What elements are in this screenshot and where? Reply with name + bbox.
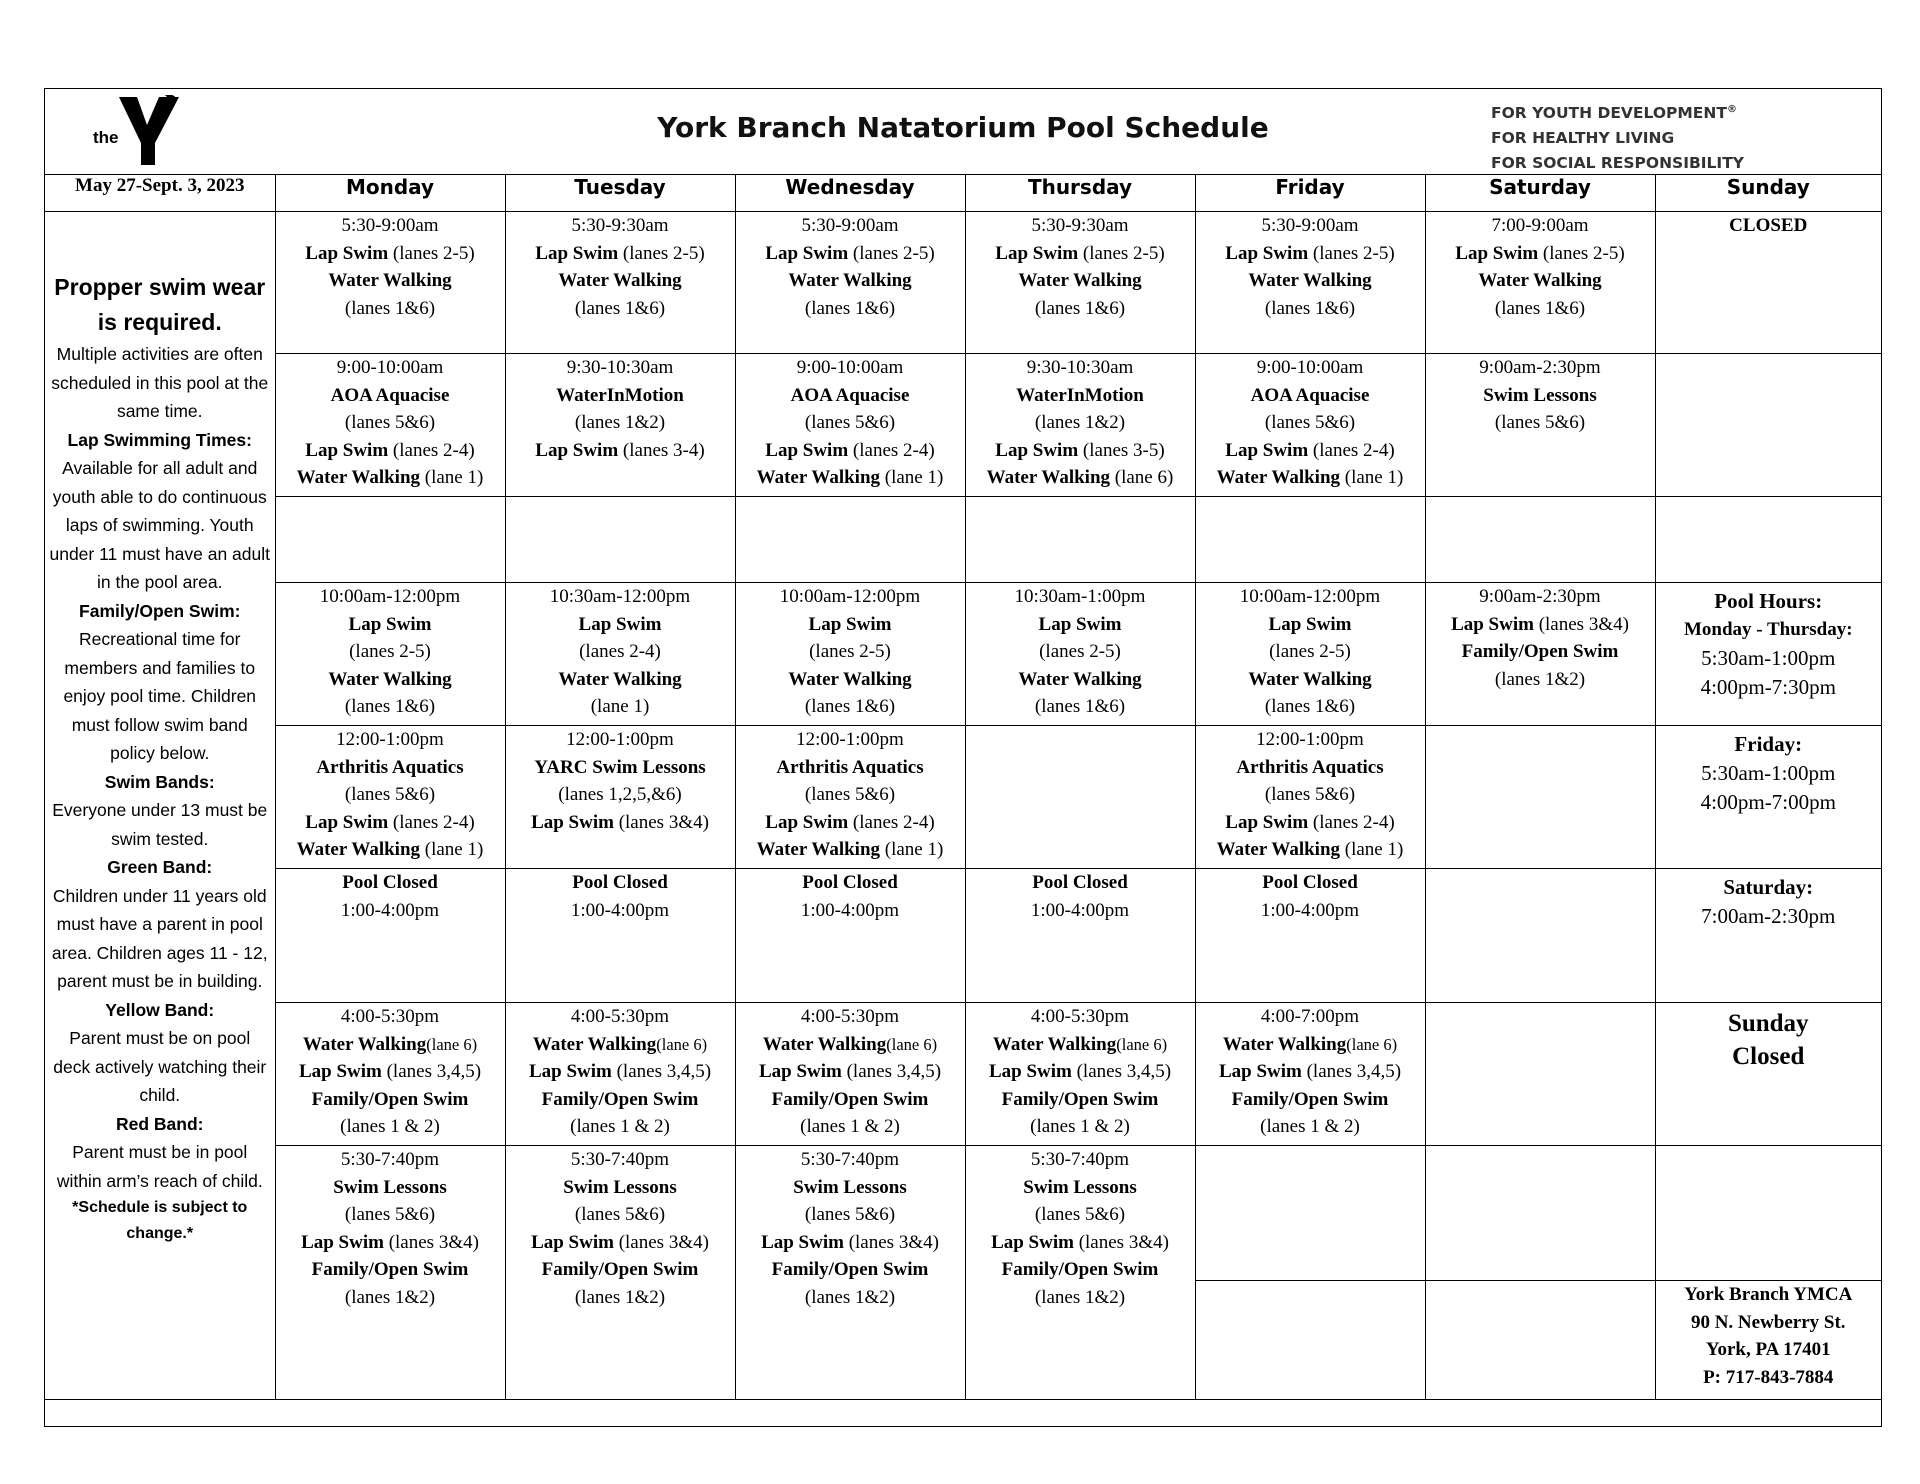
sat-slot-8 <box>1425 1146 1655 1281</box>
tue-slot-3 <box>505 497 735 583</box>
sun-slot-3 <box>1655 497 1881 583</box>
sidebar-yellow-title: Yellow Band: <box>105 999 215 1020</box>
thu-slot-1: 5:30-9:30am Lap Swim (lanes 2-5) Water Walking (lanes 1&6) <box>965 212 1195 354</box>
sidebar-family-text: Recreational time for members and families to enjoy pool time. Children must follow swim band policy below. <box>63 629 257 763</box>
wed-slot-6: Pool Closed 1:00-4:00pm <box>735 869 965 1003</box>
sidebar-green-text: Children under 11 years old must have a parent in pool area. Children ages 11 - 12, parent must be in building. <box>51 885 268 991</box>
thu-slot-2: 9:30-10:30am WaterInMotion (lanes 1&2) Lap Swim (lanes 3-5) Water Walking (lane 6) <box>965 354 1195 497</box>
thu-slot-5 <box>965 726 1195 869</box>
mon-slot-2: 9:00-10:00am AOA Aquacise (lanes 5&6) Lap Swim (lanes 2-4) Water Walking (lane 1) <box>275 354 505 497</box>
tagline-youth: FOR YOUTH DEVELOPMENT <box>1491 104 1727 123</box>
tagline-social: FOR SOCIAL RESPONSIBILITY <box>1491 154 1744 173</box>
day-thursday: Thursday <box>965 175 1195 212</box>
date-range: May 27-Sept. 3, 2023 <box>45 175 275 212</box>
fri-slot-8 <box>1195 1146 1425 1281</box>
mon-slot-8: 5:30-7:40pm Swim Lessons (lanes 5&6) Lap Swim (lanes 3&4) Family/Open Swim (lanes 1&2) <box>275 1146 505 1400</box>
policy-sidebar <box>45 212 275 1400</box>
tue-slot-1: 5:30-9:30am Lap Swim (lanes 2-5) Water Walking (lanes 1&6) <box>505 212 735 354</box>
sat-slot-5 <box>1425 726 1655 869</box>
sidebar-bands-text: Everyone under 13 must be swim tested. <box>52 800 268 849</box>
tagline <box>1491 97 1744 176</box>
sidebar-intro: Multiple activities are often scheduled in this pool at the same time. <box>51 344 269 421</box>
thu-slot-6: Pool Closed 1:00-4:00pm <box>965 869 1195 1003</box>
wed-slot-5: 12:00-1:00pm Arthritis Aquatics (lanes 5&6) Lap Swim (lanes 2-4) Water Walking (lane 1) <box>735 726 965 869</box>
table-row <box>45 354 1881 497</box>
tue-slot-2: 9:30-10:30am WaterInMotion (lanes 1&2) Lap Swim (lanes 3-4) <box>505 354 735 497</box>
wed-slot-8: 5:30-7:40pm Swim Lessons (lanes 5&6) Lap Swim (lanes 3&4) Family/Open Swim (lanes 1&2) <box>735 1146 965 1400</box>
thu-slot-3 <box>965 497 1195 583</box>
sat-slot-2: 9:00am-2:30pm Swim Lessons (lanes 5&6) <box>1425 354 1655 497</box>
day-wednesday: Wednesday <box>735 175 965 212</box>
pool-hours-mon-thu: Pool Hours: Monday - Thursday: 5:30am-1:00pm 4:00pm-7:30pm <box>1655 583 1881 726</box>
sun-slot-8 <box>1655 1146 1881 1281</box>
wed-slot-4: 10:00am-12:00pm Lap Swim (lanes 2-5) Water Walking (lanes 1&6) <box>735 583 965 726</box>
sidebar-lap-text: Available for all adult and youth able to do continuous laps of swimming. Youth under 11 must have an adult in the pool area. <box>49 458 271 592</box>
wed-slot-2: 9:00-10:00am AOA Aquacise (lanes 5&6) Lap Swim (lanes 2-4) Water Walking (lane 1) <box>735 354 965 497</box>
day-saturday: Saturday <box>1425 175 1655 212</box>
footer-blank-row <box>45 1400 1881 1429</box>
fri-slot-7: 4:00-7:00pm Water Walking(lane 6) Lap Swim (lanes 3,4,5) Family/Open Swim (lanes 1 & 2) <box>1195 1003 1425 1146</box>
mon-slot-3 <box>275 497 505 583</box>
mon-slot-7: 4:00-5:30pm Water Walking(lane 6) Lap Swim (lanes 3,4,5) Family/Open Swim (lanes 1 & 2) <box>275 1003 505 1146</box>
header-row <box>45 175 1881 212</box>
fri-slot-4: 10:00am-12:00pm Lap Swim (lanes 2-5) Water Walking (lanes 1&6) <box>1195 583 1425 726</box>
sat-slot-7 <box>1425 1003 1655 1146</box>
sat-slot-6 <box>1425 869 1655 1003</box>
wed-slot-1: 5:30-9:00am Lap Swim (lanes 2-5) Water Walking (lanes 1&6) <box>735 212 965 354</box>
header <box>45 89 1881 175</box>
schedule-table <box>45 175 1881 1428</box>
day-tuesday: Tuesday <box>505 175 735 212</box>
sat-slot-9 <box>1425 1281 1655 1400</box>
tue-slot-7: 4:00-5:30pm Water Walking(lane 6) Lap Swim (lanes 3,4,5) Family/Open Swim (lanes 1 & 2) <box>505 1003 735 1146</box>
sidebar-red-text: Parent must be in pool within arm’s reach of child. <box>56 1142 263 1191</box>
table-row <box>45 1003 1881 1146</box>
fri-slot-6: Pool Closed 1:00-4:00pm <box>1195 869 1425 1003</box>
day-monday: Monday <box>275 175 505 212</box>
svg-text:the: the <box>93 128 119 147</box>
fri-slot-9 <box>1195 1281 1425 1400</box>
table-row <box>45 869 1881 1003</box>
sun-slot-2 <box>1655 354 1881 497</box>
tue-slot-8: 5:30-7:40pm Swim Lessons (lanes 5&6) Lap Swim (lanes 3&4) Family/Open Swim (lanes 1&2) <box>505 1146 735 1400</box>
tue-slot-5: 12:00-1:00pm YARC Swim Lessons (lanes 1,2,5,&6) Lap Swim (lanes 3&4) <box>505 726 735 869</box>
fri-slot-3 <box>1195 497 1425 583</box>
tue-slot-6: Pool Closed 1:00-4:00pm <box>505 869 735 1003</box>
day-sunday: Sunday <box>1655 175 1881 212</box>
wed-slot-7: 4:00-5:30pm Water Walking(lane 6) Lap Swim (lanes 3,4,5) Family/Open Swim (lanes 1 & 2) <box>735 1003 965 1146</box>
thu-slot-7: 4:00-5:30pm Water Walking(lane 6) Lap Swim (lanes 3,4,5) Family/Open Swim (lanes 1 & 2) <box>965 1003 1195 1146</box>
address-block: York Branch YMCA 90 N. Newberry St. York, PA 17401 P: 717-843-7884 <box>1655 1281 1881 1400</box>
table-row <box>45 1400 1881 1429</box>
tagline-healthy: FOR HEALTHY LIVING <box>1491 129 1675 148</box>
tue-slot-4: 10:30am-12:00pm Lap Swim (lanes 2-4) Water Walking (lane 1) <box>505 583 735 726</box>
fri-slot-1: 5:30-9:00am Lap Swim (lanes 2-5) Water Walking (lanes 1&6) <box>1195 212 1425 354</box>
table-row <box>45 1146 1881 1281</box>
sidebar-heading: Propper swim wear is required. <box>54 274 266 335</box>
table-row <box>45 497 1881 583</box>
sidebar-family-title: Family/Open Swim: <box>79 600 241 621</box>
sidebar-note: *Schedule is subject to change.* <box>72 1199 248 1242</box>
registered-mark: ® <box>1726 104 1737 115</box>
sidebar-lap-title: Lap Swimming Times: <box>67 429 252 450</box>
table-row <box>45 726 1881 869</box>
fri-slot-5: 12:00-1:00pm Arthritis Aquatics (lanes 5&6) Lap Swim (lanes 2-4) Water Walking (lane 1) <box>1195 726 1425 869</box>
page-title: York Branch Natatorium Pool Schedule <box>657 111 1269 144</box>
mon-slot-4: 10:00am-12:00pm Lap Swim (lanes 2-5) Water Walking (lanes 1&6) <box>275 583 505 726</box>
fri-slot-2: 9:00-10:00am AOA Aquacise (lanes 5&6) Lap Swim (lanes 2-4) Water Walking (lane 1) <box>1195 354 1425 497</box>
wed-slot-3 <box>735 497 965 583</box>
sidebar-green-title: Green Band: <box>107 857 213 877</box>
sun-slot-1: CLOSED <box>1655 212 1881 354</box>
sat-slot-1: 7:00-9:00am Lap Swim (lanes 2-5) Water Walking (lanes 1&6) <box>1425 212 1655 354</box>
sat-slot-3 <box>1425 497 1655 583</box>
thu-slot-8: 5:30-7:40pm Swim Lessons (lanes 5&6) Lap Swim (lanes 3&4) Family/Open Swim (lanes 1&2) <box>965 1146 1195 1400</box>
mon-slot-1: 5:30-9:00am Lap Swim (lanes 2-5) Water Walking (lanes 1&6) <box>275 212 505 354</box>
pool-hours-sun: Sunday Closed <box>1655 1003 1881 1146</box>
sidebar-bands-title: Swim Bands: <box>104 771 215 792</box>
table-row <box>45 583 1881 726</box>
table-row <box>45 212 1881 354</box>
pool-hours-sat: Saturday: 7:00am-2:30pm <box>1655 869 1881 1003</box>
schedule-sheet <box>44 88 1882 1427</box>
sidebar-red-title: Red Band: <box>116 1113 204 1134</box>
mon-slot-5: 12:00-1:00pm Arthritis Aquatics (lanes 5&6) Lap Swim (lanes 2-4) Water Walking (lane 1) <box>275 726 505 869</box>
thu-slot-4: 10:30am-1:00pm Lap Swim (lanes 2-5) Water Walking (lanes 1&6) <box>965 583 1195 726</box>
sat-slot-4: 9:00am-2:30pm Lap Swim (lanes 3&4) Family/Open Swim (lanes 1&2) <box>1425 583 1655 726</box>
sidebar-yellow-text: Parent must be on pool deck actively watching their child. <box>53 1028 267 1105</box>
pool-hours-fri: Friday: 5:30am-1:00pm 4:00pm-7:00pm <box>1655 726 1881 869</box>
day-friday: Friday <box>1195 175 1425 212</box>
mon-slot-6: Pool Closed 1:00-4:00pm <box>275 869 505 1003</box>
